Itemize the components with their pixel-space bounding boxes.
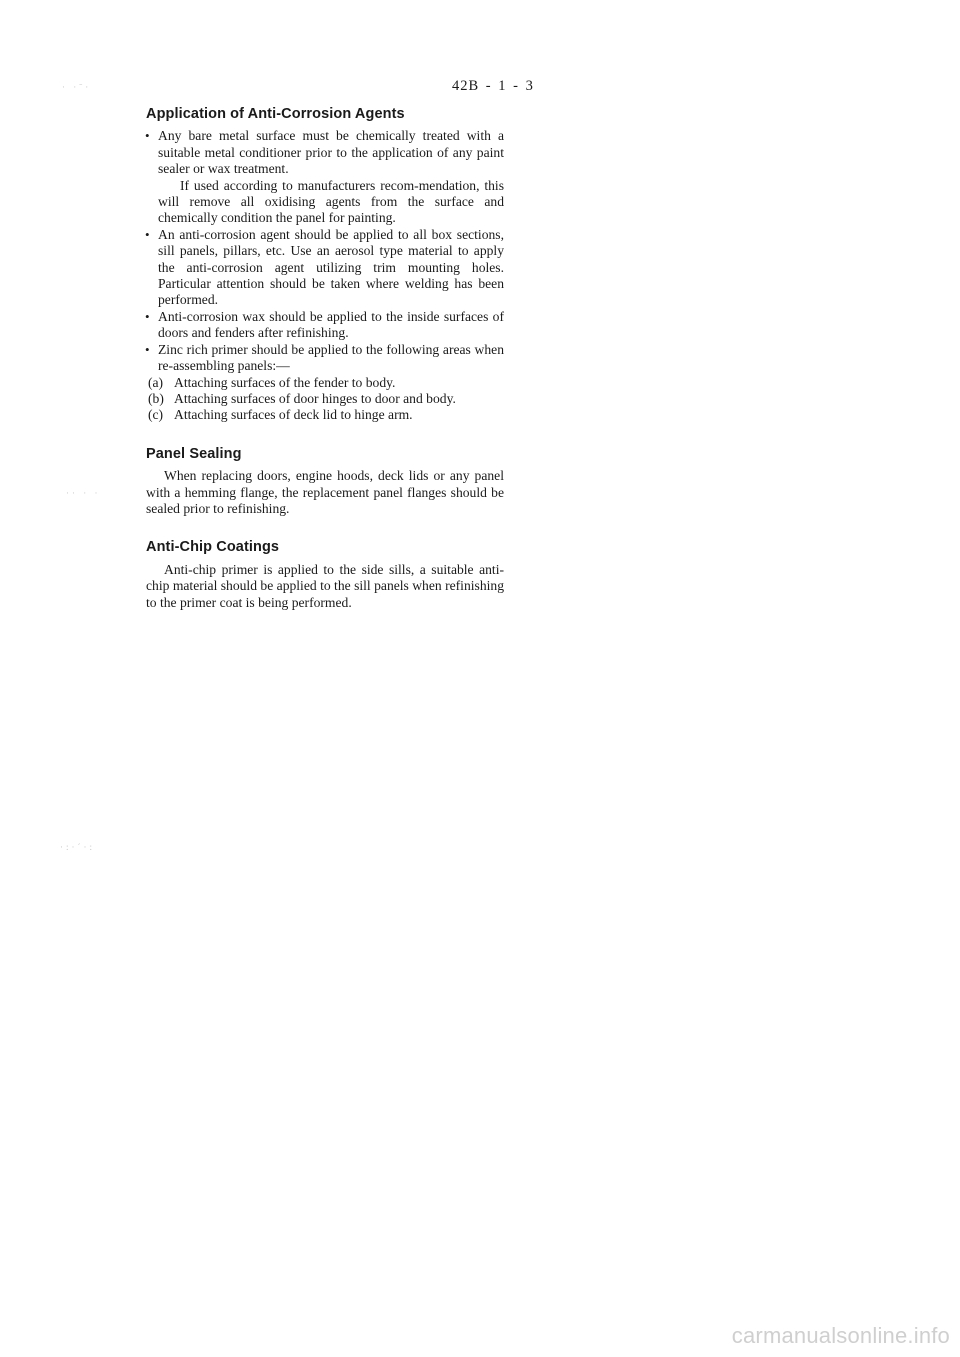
scan-specks: ·· · · (66, 488, 101, 498)
section-heading-panel-sealing: Panel Sealing (146, 445, 242, 462)
section-heading-anti-chip: Anti-Chip Coatings (146, 539, 280, 556)
sub-list-marker: (c) (148, 407, 164, 423)
list-item (146, 342, 504, 375)
scan-specks: · ·ˉ· (62, 82, 92, 92)
zinc-primer-areas-list (146, 375, 504, 424)
list-item-continuation: If used according to manufacturers recom-mendation, this will remove all oxidising agents from the surface and chemically condition the panel for painting. (158, 177, 504, 226)
sub-list-text: Attaching surfaces of door hinges to door and body. (174, 390, 456, 406)
sub-list-item (146, 375, 504, 391)
sub-list-item (146, 407, 504, 423)
list-item-text: Zinc rich primer should be applied to the following areas when re-assembling panels:— (158, 341, 504, 374)
list-item (146, 128, 504, 226)
sub-list-marker: (b) (148, 390, 164, 406)
section-heading-anti-corrosion: Application of Anti-Corrosion Agents (146, 106, 405, 122)
main-column (146, 106, 504, 611)
bullet-icon: • (145, 341, 150, 357)
scan-specks: ·:·ˊ·: (60, 842, 95, 852)
bullet-icon: • (145, 128, 150, 144)
sub-list-item (146, 391, 504, 407)
anti-chip-paragraph: Anti-chip primer is applied to the side sills, a suitable anti-chip material should be applied to the sill panels when refinishing to the primer coat is being performed. (146, 561, 504, 610)
sub-list-text: Attaching surfaces of deck lid to hinge arm. (174, 407, 413, 423)
anti-corrosion-list (146, 128, 504, 374)
list-item (146, 227, 504, 309)
list-item-text: An anti-corrosion agent should be applied to all box sections, sill panels, pillars, etc. Use an aerosol type material to apply the anti-corrosion agent utilizing trim mounting holes. Particular attention should be taken where welding has been performed. (158, 226, 504, 308)
bullet-icon: • (145, 308, 150, 324)
list-item-text: Any bare metal surface must be chemically treated with a suitable metal conditioner prior to the application of any paint sealer or wax treatment. (158, 128, 504, 177)
sub-list-text: Attaching surfaces of the fender to body. (174, 374, 396, 390)
bullet-icon: • (145, 226, 150, 242)
list-item-text: Anti-corrosion wax should be applied to the inside surfaces of doors and fenders after refinishing. (158, 308, 504, 341)
panel-sealing-paragraph: When replacing doors, engine hoods, deck lids or any panel with a hemming flange, the replacement panel flanges should be sealed prior to refinishing. (146, 468, 504, 516)
page-number: 42B - 1 - 3 (452, 78, 534, 94)
sub-list-marker: (a) (148, 374, 164, 390)
list-item (146, 309, 504, 342)
footer-watermark: carmanualsonline.info (731, 1323, 950, 1348)
